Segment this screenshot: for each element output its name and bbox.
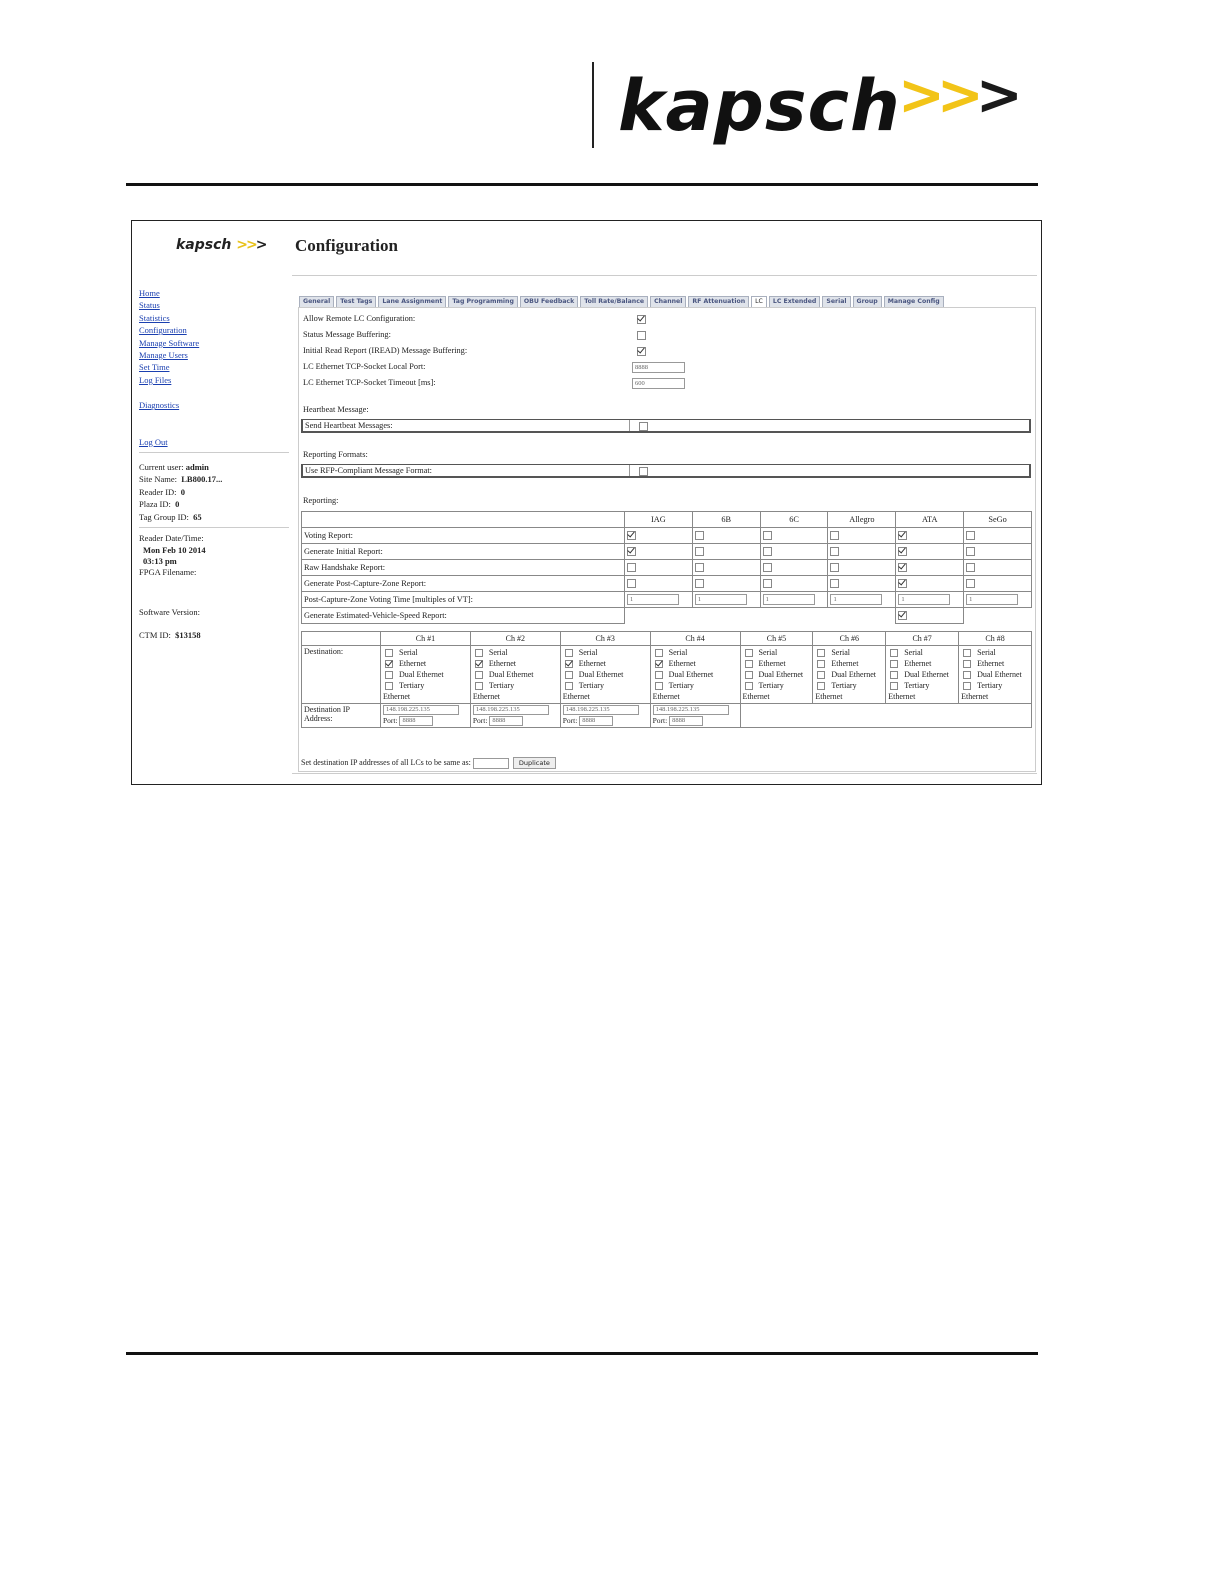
tertiary-suffix: Ethernet (562, 692, 590, 701)
dual-ethernet-label: Dual Ethernet (831, 670, 877, 679)
timeout-label: LC Ethernet TCP-Socket Timeout [ms]: (303, 378, 436, 387)
ip-cell (560, 704, 650, 728)
serial-checkbox[interactable] (745, 649, 753, 657)
initial-report-label: Generate Initial Report: (302, 544, 625, 560)
tertiary-label: Tertiary (977, 681, 1003, 690)
report-checkbox[interactable] (763, 563, 772, 572)
channel-header: Ch #8 (959, 632, 1032, 646)
table-row (302, 544, 1032, 560)
serial-checkbox[interactable] (963, 649, 971, 657)
footer-rule (126, 1352, 1038, 1355)
logo-wordmark: kapsch (618, 65, 901, 147)
tab-general[interactable]: General (299, 296, 334, 308)
session-info (139, 461, 289, 641)
tertiary-checkbox[interactable] (565, 682, 573, 690)
app-logo: kapsch >>> (176, 237, 268, 253)
sidebar-divider (139, 527, 289, 528)
speed-empty-cell (964, 608, 1032, 624)
serial-label: Serial (977, 648, 996, 657)
port-label: Port: (652, 716, 668, 725)
report-checkbox[interactable] (966, 579, 975, 588)
channel-header: Ch #6 (813, 632, 886, 646)
dual-ethernet-label: Dual Ethernet (668, 670, 714, 679)
report-checkbox[interactable] (830, 547, 839, 556)
header-rule (126, 183, 1038, 186)
report-checkbox[interactable] (830, 579, 839, 588)
dual-ethernet-checkbox[interactable] (475, 671, 483, 679)
tag-group-value: 65 (193, 511, 202, 522)
lc-config-panel (298, 307, 1036, 772)
serial-label: Serial (904, 648, 923, 657)
local-port-input[interactable]: 8888 (632, 362, 685, 373)
tab-lc-extended[interactable]: LC Extended (769, 296, 820, 308)
ethernet-label: Ethernet (399, 659, 427, 668)
tertiary-checkbox[interactable] (890, 682, 898, 690)
voting-time-input[interactable]: 1 (627, 594, 679, 605)
duplicate-row (301, 757, 556, 769)
current-user-label: Current user: (139, 462, 184, 472)
iread-buffering-checkbox[interactable] (637, 347, 646, 356)
row-divider (629, 465, 630, 476)
sidebar-nav (139, 287, 289, 457)
destination-ip-label-cell (302, 704, 381, 728)
table-row (302, 528, 1032, 544)
rfp-format-row (301, 464, 1031, 478)
destination-ip-label-2: Address: (304, 714, 333, 723)
send-heartbeat-label: Send Heartbeat Messages: (305, 421, 393, 430)
tab-lane-assignment[interactable]: Lane Assignment (378, 296, 446, 308)
tertiary-suffix: Ethernet (815, 692, 843, 701)
nav-statistics-link[interactable]: Statistics (139, 312, 170, 323)
voting-time-input[interactable]: 1 (763, 594, 815, 605)
port-input[interactable]: 8888 (579, 716, 613, 726)
dual-ethernet-checkbox[interactable] (565, 671, 573, 679)
serial-label: Serial (399, 648, 418, 657)
voting-time-input[interactable]: 1 (830, 594, 882, 605)
report-checkbox[interactable] (966, 531, 975, 540)
destination-header-blank (302, 632, 381, 646)
allow-remote-lc-checkbox[interactable] (637, 315, 646, 324)
speed-empty-cell (625, 608, 896, 624)
ethernet-checkbox[interactable] (385, 660, 393, 668)
serial-label: Serial (578, 648, 598, 657)
duplicate-source-input[interactable] (473, 758, 509, 769)
table-row (302, 608, 1032, 624)
serial-label: Serial (668, 648, 688, 657)
port-label: Port: (383, 716, 398, 725)
report-checkbox[interactable] (695, 531, 704, 540)
logo-arrows-icon: >>> (898, 63, 1015, 128)
report-checkbox[interactable] (763, 579, 772, 588)
ethernet-label: Ethernet (578, 659, 606, 668)
ip-cell (381, 704, 471, 728)
reader-datetime-label: Reader Date/Time: (139, 533, 204, 544)
dual-ethernet-label: Dual Ethernet (758, 670, 804, 679)
allow-remote-lc-row (303, 314, 415, 323)
nav-manage-software-link[interactable]: Manage Software (139, 337, 200, 348)
report-checkbox[interactable] (898, 563, 907, 572)
channel-destination-cell (470, 646, 560, 704)
channel-header: Ch #4 (650, 632, 740, 646)
channel-header: Ch #3 (560, 632, 650, 646)
send-heartbeat-checkbox[interactable] (639, 422, 648, 431)
tertiary-checkbox[interactable] (745, 682, 753, 690)
timeout-input[interactable]: 600 (632, 378, 685, 389)
tag-group-label: Tag Group ID: (139, 511, 189, 522)
voting-time-input[interactable]: 1 (695, 594, 747, 605)
tab-serial[interactable]: Serial (822, 296, 850, 308)
ethernet-label: Ethernet (488, 659, 516, 668)
serial-checkbox[interactable] (655, 649, 663, 657)
channel-destination-cell (650, 646, 740, 704)
protocol-header: SeGo (964, 512, 1032, 528)
reader-id-value: 0 (180, 486, 186, 497)
channel-destination-cell (886, 646, 959, 704)
channel-destination-cell (959, 646, 1032, 704)
reporting-table (301, 511, 1032, 624)
voting-time-input[interactable]: 1 (966, 594, 1018, 605)
ethernet-checkbox[interactable] (817, 660, 825, 668)
ethernet-label: Ethernet (904, 659, 932, 668)
report-checkbox[interactable] (627, 563, 636, 572)
report-checkbox[interactable] (763, 547, 772, 556)
rfp-format-checkbox[interactable] (639, 467, 648, 476)
heartbeat-row (301, 419, 1031, 433)
ethernet-checkbox[interactable] (475, 660, 483, 668)
destination-header-row (302, 632, 1032, 646)
tertiary-label: Tertiary (578, 681, 604, 690)
tertiary-checkbox[interactable] (385, 682, 393, 690)
report-checkbox[interactable] (695, 547, 704, 556)
destination-ip-input[interactable]: 148.198.225.135 (473, 705, 549, 715)
dual-ethernet-label: Dual Ethernet (488, 670, 534, 679)
kapsch-logo (592, 62, 1032, 148)
serial-checkbox[interactable] (385, 649, 393, 657)
reporting-header-row (302, 512, 1032, 528)
tab-manage-config[interactable]: Manage Config (884, 296, 944, 308)
nav-set-time-link[interactable]: Set Time (139, 362, 170, 373)
logo-divider (592, 62, 594, 148)
raw-handshake-label: Raw Handshake Report: (302, 560, 625, 576)
report-checkbox[interactable] (627, 531, 636, 540)
tab-tag-programming[interactable]: Tag Programming (448, 296, 518, 308)
tertiary-label: Tertiary (668, 681, 694, 690)
protocol-header: ATA (896, 512, 964, 528)
title-divider (292, 275, 1037, 276)
port-input[interactable]: 8888 (399, 716, 433, 726)
status-buffering-checkbox[interactable] (637, 331, 646, 340)
protocol-header: Allegro (828, 512, 896, 528)
duplicate-label: Set destination IP addresses of all LCs to be same as: (301, 757, 471, 767)
ip-cell (650, 704, 740, 728)
report-checkbox[interactable] (898, 531, 907, 540)
tertiary-label: Tertiary (399, 681, 425, 690)
report-checkbox[interactable] (627, 547, 636, 556)
reader-date-value: Mon Feb 10 2014 (143, 545, 206, 556)
channel-header: Ch #1 (381, 632, 471, 646)
report-checkbox[interactable] (966, 547, 975, 556)
channel-destination-cell (381, 646, 471, 704)
serial-checkbox[interactable] (890, 649, 898, 657)
nav-log-files-link[interactable]: Log Files (139, 374, 172, 385)
serial-checkbox[interactable] (817, 649, 825, 657)
ethernet-checkbox[interactable] (565, 660, 573, 668)
tertiary-label: Tertiary (904, 681, 930, 690)
ip-empty-cell (740, 704, 1032, 728)
site-name-label: Site Name: (139, 474, 178, 485)
dual-ethernet-label: Dual Ethernet (578, 670, 624, 679)
page-title: Configuration (295, 236, 398, 255)
destination-ip-input[interactable]: 148.198.225.135 (653, 705, 729, 715)
voting-report-label: Voting Report: (302, 528, 625, 544)
tab-toll-rate-balance[interactable]: Toll Rate/Balance (580, 296, 648, 308)
nav-configuration-link[interactable]: Configuration (139, 325, 187, 336)
destination-ip-label: Destination IP (304, 705, 350, 714)
destination-label: Destination: (302, 646, 381, 704)
report-checkbox[interactable] (695, 579, 704, 588)
speed-report-checkbox[interactable] (898, 611, 907, 620)
software-version-label: Software Version: (139, 607, 200, 618)
port-label: Port: (562, 716, 578, 725)
channel-header: Ch #5 (740, 632, 813, 646)
tertiary-label: Tertiary (758, 681, 784, 690)
serial-label: Serial (758, 648, 778, 657)
dual-ethernet-checkbox[interactable] (817, 671, 825, 679)
rfp-format-label: Use RFP-Compliant Message Format: (305, 466, 432, 475)
dual-ethernet-label: Dual Ethernet (399, 670, 444, 679)
dual-ethernet-label: Dual Ethernet (977, 670, 1022, 679)
channel-destination-cell (740, 646, 813, 704)
nav-logout-link[interactable]: Log Out (139, 436, 168, 447)
row-divider (629, 420, 630, 431)
dual-ethernet-checkbox[interactable] (385, 671, 393, 679)
local-port-label: LC Ethernet TCP-Socket Local Port: (303, 362, 426, 371)
destination-ip-input[interactable]: 148.198.225.135 (563, 705, 639, 715)
voting-time-label: Post-Capture-Zone Voting Time [multiples of VT]: (302, 592, 625, 608)
ctm-id-value: $13158 (175, 629, 201, 640)
current-user-value: admin (185, 462, 209, 472)
report-checkbox[interactable] (695, 563, 704, 572)
iread-buffering-label: Initial Read Report (IREAD) Message Buffering: (303, 346, 468, 355)
serial-label: Serial (488, 648, 508, 657)
report-checkbox[interactable] (763, 531, 772, 540)
tertiary-suffix: Ethernet (888, 692, 916, 701)
port-label: Port: (472, 716, 488, 725)
heartbeat-section-label: Heartbeat Message: (303, 405, 369, 414)
nav-home-link[interactable]: Home (139, 288, 160, 298)
reader-id-label: Reader ID: (139, 486, 177, 497)
serial-checkbox[interactable] (475, 649, 483, 657)
tertiary-checkbox[interactable] (655, 682, 663, 690)
ethernet-label: Ethernet (831, 659, 859, 668)
screenshot-frame (131, 220, 1042, 785)
reader-time-value: 03:13 pm (143, 555, 177, 566)
dual-ethernet-checkbox[interactable] (655, 671, 663, 679)
fpga-filename-label: FPGA Filename: (139, 566, 197, 577)
report-checkbox[interactable] (830, 531, 839, 540)
tab-group[interactable]: Group (853, 296, 882, 308)
bottom-divider (292, 773, 1037, 774)
dual-ethernet-checkbox[interactable] (963, 671, 971, 679)
ip-cell (470, 704, 560, 728)
nav-diagnostics-link[interactable]: Diagnostics (139, 400, 180, 411)
destination-ip-row (302, 704, 1032, 728)
protocol-header: IAG (625, 512, 693, 528)
tertiary-suffix: Ethernet (652, 692, 680, 701)
post-capture-report-label: Generate Post-Capture-Zone Report: (302, 576, 625, 592)
port-input[interactable]: 8888 (669, 716, 703, 726)
nav-status-link[interactable]: Status (139, 300, 160, 311)
protocol-header: 6B (692, 512, 760, 528)
channel-destination-cell (560, 646, 650, 704)
report-checkbox[interactable] (966, 563, 975, 572)
destination-row (302, 646, 1032, 704)
ethernet-checkbox[interactable] (745, 660, 753, 668)
report-checkbox[interactable] (627, 579, 636, 588)
ethernet-label: Ethernet (977, 659, 1005, 668)
speed-report-label: Generate Estimated-Vehicle-Speed Report: (302, 608, 625, 624)
ethernet-label: Ethernet (668, 659, 696, 668)
tab-lc[interactable]: LC (751, 296, 767, 308)
protocol-header: 6C (760, 512, 828, 528)
tertiary-label: Tertiary (831, 681, 857, 690)
port-input[interactable]: 8888 (489, 716, 523, 726)
table-row (302, 592, 1032, 608)
ethernet-checkbox[interactable] (963, 660, 971, 668)
dual-ethernet-label: Dual Ethernet (904, 670, 949, 679)
nav-manage-users-link[interactable]: Manage Users (139, 350, 188, 361)
tertiary-checkbox[interactable] (963, 682, 971, 690)
destination-table (301, 631, 1032, 728)
dual-ethernet-checkbox[interactable] (890, 671, 898, 679)
sidebar-divider (139, 452, 289, 453)
status-buffering-label: Status Message Buffering: (303, 330, 391, 339)
tertiary-suffix: Ethernet (961, 692, 989, 701)
tab-rf-attenuation[interactable]: RF Attenuation (688, 296, 749, 308)
plaza-id-value: 0 (175, 499, 180, 510)
channel-destination-cell (813, 646, 886, 704)
plaza-id-label: Plaza ID: (139, 499, 171, 510)
serial-checkbox[interactable] (565, 649, 573, 657)
tab-channel[interactable]: Channel (650, 296, 686, 308)
reporting-header-blank (302, 512, 625, 528)
dual-ethernet-checkbox[interactable] (745, 671, 753, 679)
channel-header: Ch #7 (886, 632, 959, 646)
ethernet-checkbox[interactable] (890, 660, 898, 668)
duplicate-button[interactable]: Duplicate (513, 757, 556, 769)
ethernet-checkbox[interactable] (655, 660, 663, 668)
tertiary-suffix: Ethernet (383, 692, 411, 701)
voting-time-input[interactable]: 1 (898, 594, 950, 605)
tab-test-tags[interactable]: Test Tags (336, 296, 376, 308)
report-checkbox[interactable] (830, 563, 839, 572)
tertiary-label: Tertiary (488, 681, 515, 690)
report-checkbox[interactable] (898, 579, 907, 588)
tertiary-suffix: Ethernet (472, 692, 500, 701)
tertiary-suffix: Ethernet (742, 692, 770, 701)
reporting-section-label: Reporting: (303, 496, 339, 505)
report-checkbox[interactable] (898, 547, 907, 556)
tertiary-checkbox[interactable] (475, 682, 483, 690)
table-row (302, 560, 1032, 576)
ctm-id-label: CTM ID: (139, 629, 171, 640)
table-row (302, 576, 1032, 592)
tertiary-checkbox[interactable] (817, 682, 825, 690)
tab-obu-feedback[interactable]: OBU Feedback (520, 296, 578, 308)
destination-ip-input[interactable]: 148.198.225.135 (383, 705, 459, 715)
channel-header: Ch #2 (470, 632, 560, 646)
site-name-value: LB800.17... (181, 474, 223, 485)
serial-label: Serial (831, 648, 851, 657)
ethernet-label: Ethernet (758, 659, 786, 668)
allow-remote-lc-label: Allow Remote LC Configuration: (303, 314, 416, 323)
formats-section-label: Reporting Formats: (303, 450, 368, 459)
